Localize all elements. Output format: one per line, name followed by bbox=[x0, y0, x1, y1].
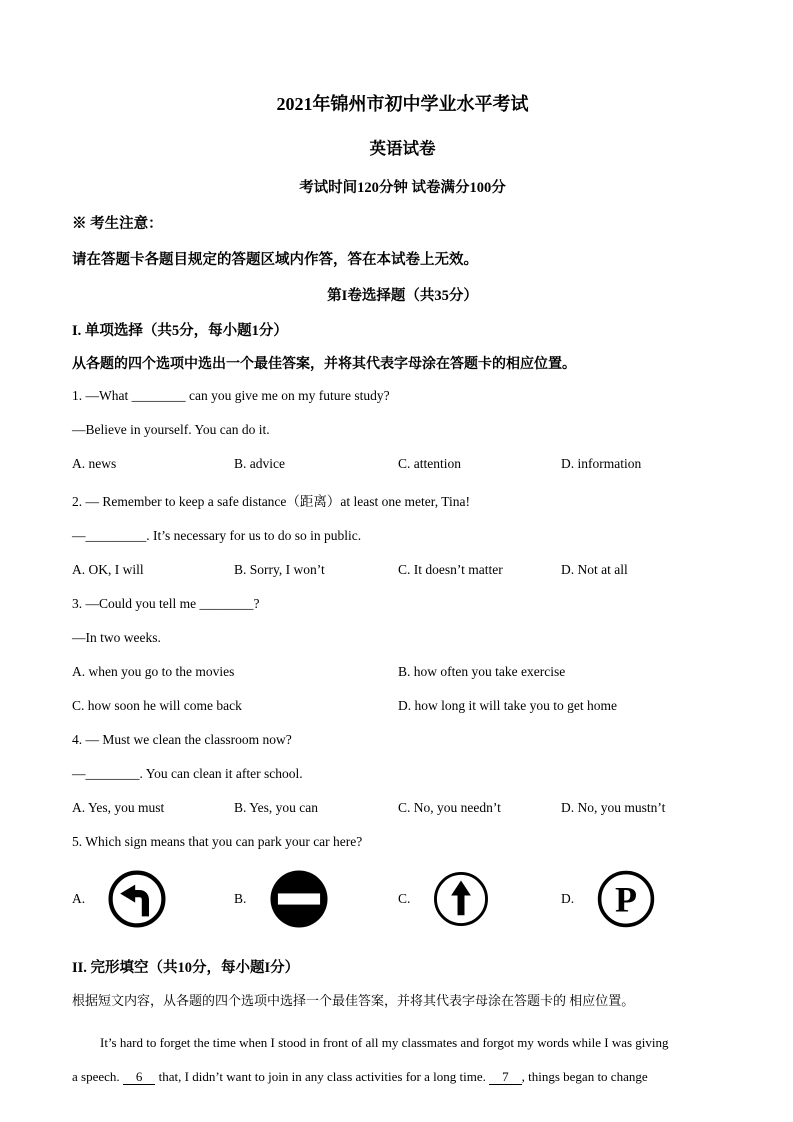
answer-text: —_________. It’s necessary for us to do so in public. bbox=[72, 528, 362, 543]
answer-options bbox=[72, 698, 733, 714]
blank-7: 7 bbox=[489, 1069, 522, 1084]
part1-title: 第I卷选择题（共35分） bbox=[327, 288, 478, 304]
question-text: 1. —What ________ can you give me on my future study? bbox=[72, 388, 390, 403]
sign-option-a bbox=[72, 869, 234, 929]
question-text: 5. Which sign means that you can park your car here? bbox=[72, 834, 363, 849]
option-a: A. Yes, you must bbox=[72, 800, 165, 815]
passage-text: a speech. bbox=[72, 1069, 123, 1084]
option-d: D. information bbox=[561, 456, 642, 471]
no-entry-sign-icon bbox=[268, 868, 330, 930]
option-d: D. No, you mustn’t bbox=[561, 800, 666, 815]
question-5 bbox=[72, 834, 733, 930]
answer-options bbox=[72, 456, 733, 472]
answer-options bbox=[72, 800, 733, 816]
option-a: A. when you go to the movies bbox=[72, 664, 235, 679]
option-d: D. how long it will take you to get home bbox=[398, 698, 617, 713]
question-text: 4. — Must we clean the classroom now? bbox=[72, 732, 292, 747]
option-a: A. news bbox=[72, 456, 117, 471]
option-b: B. advice bbox=[234, 456, 285, 471]
section1-title: I. 单项选择（共5分，每小题1分） bbox=[72, 323, 288, 339]
answer-options bbox=[72, 664, 733, 680]
sign-option-c bbox=[398, 870, 561, 928]
blank-6: 6 bbox=[122, 1069, 156, 1084]
option-c: C. how soon he will come back bbox=[72, 698, 242, 713]
option-label: A. bbox=[72, 891, 86, 906]
parking-sign-icon bbox=[596, 869, 656, 929]
answer-text: —________. You can clean it after school. bbox=[72, 766, 303, 781]
option-c: C. attention bbox=[398, 456, 461, 471]
exam-info: 考试时间120分钟 试卷满分100分 bbox=[299, 180, 506, 196]
question-text: 3. —Could you tell me ________? bbox=[72, 596, 260, 611]
option-c: C. No, you needn’t bbox=[398, 800, 501, 815]
straight-ahead-sign-icon bbox=[432, 870, 490, 928]
question-text: 2. — Remember to keep a safe distance（距离）at least one meter, Tina! bbox=[72, 494, 470, 509]
option-d: D. Not at all bbox=[561, 562, 628, 577]
answer-options bbox=[72, 562, 733, 578]
option-b: B. Yes, you can bbox=[234, 800, 319, 815]
section2-instructions: 根据短文内容，从各题的四个选项中选择一个最佳答案，并将其代表字母涂在答题卡的 相应位置。 bbox=[72, 993, 635, 1008]
passage-line-2 bbox=[72, 1060, 733, 1094]
sign-option-d bbox=[561, 869, 733, 929]
parking-letter: P bbox=[615, 879, 638, 920]
option-b: B. how often you take exercise bbox=[398, 664, 566, 679]
question-1 bbox=[72, 388, 733, 472]
cloze-passage bbox=[72, 1026, 733, 1094]
left-turn-sign-icon bbox=[107, 869, 167, 929]
option-label: C. bbox=[398, 891, 411, 906]
answer-text: —Believe in yourself. You can do it. bbox=[72, 422, 270, 437]
option-b: B. Sorry, I won’t bbox=[234, 562, 325, 577]
sign-options bbox=[72, 868, 733, 930]
passage-text: that, I didn’t want to join in any class activities for a long time. bbox=[155, 1069, 490, 1084]
exam-title: 2021年锦州市初中学业水平考试 bbox=[276, 94, 529, 114]
exam-subject: 英语试卷 bbox=[369, 139, 436, 158]
passage-line-1: It’s hard to forget the time when I stood in front of all my classmates and forgot my words while I was giving bbox=[100, 1035, 669, 1050]
section2-title: II. 完形填空（共10分，每小题I分） bbox=[72, 960, 300, 976]
option-label: D. bbox=[561, 891, 575, 906]
question-4 bbox=[72, 732, 733, 816]
question-2 bbox=[72, 490, 733, 578]
option-c: C. It doesn’t matter bbox=[398, 562, 503, 577]
sign-option-b bbox=[234, 868, 398, 930]
notice-text: 请在答题卡各题目规定的答题区域内作答，答在本试卷上无效。 bbox=[72, 252, 478, 268]
passage-text: , things began to change bbox=[521, 1069, 648, 1084]
question-3 bbox=[72, 596, 733, 714]
section1-instructions: 从各题的四个选项中选出一个最佳答案，并将其代表字母涂在答题卡的相应位置。 bbox=[72, 357, 576, 372]
notice-label: ※ 考生注意： bbox=[72, 216, 163, 232]
option-a: A. OK, I will bbox=[72, 562, 144, 577]
answer-text: —In two weeks. bbox=[72, 630, 161, 645]
option-label: B. bbox=[234, 891, 247, 906]
